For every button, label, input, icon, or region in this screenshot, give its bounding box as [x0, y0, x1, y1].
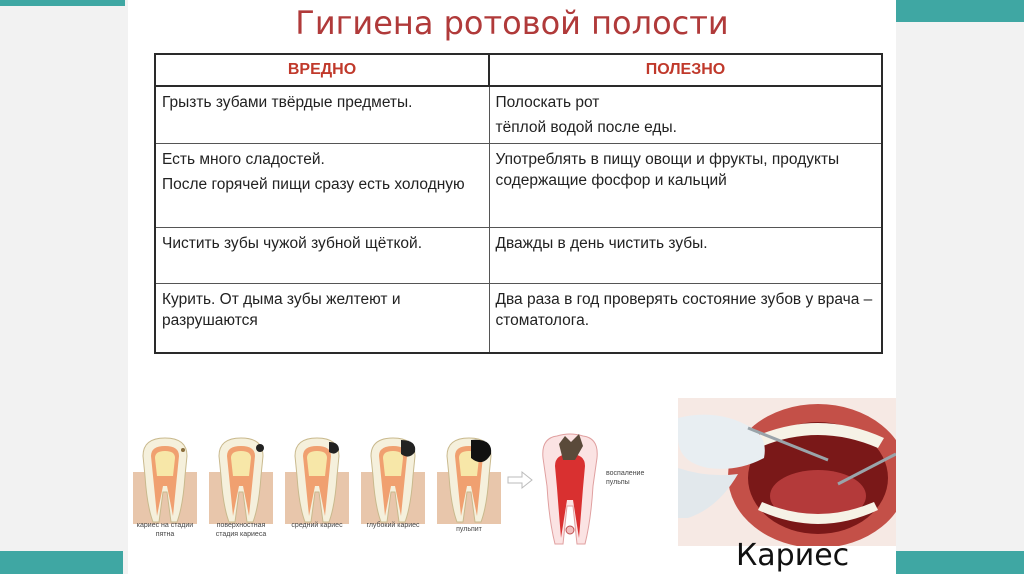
tooth-stage-surface-image: [209, 436, 273, 524]
cell-text: Два раза в год проверять состояние зубов у врача – стоматолога.: [495, 290, 873, 329]
harmful-cell: [155, 227, 489, 283]
cell-text: Дважды в день чистить зубы.: [495, 234, 708, 252]
slide-margin-right: [896, 0, 1024, 574]
header-useful: ПОЛЕЗНО: [489, 54, 882, 86]
table-row: [155, 143, 882, 227]
useful-cell: [489, 283, 882, 353]
stage-label: глубокий кариес: [366, 522, 420, 529]
table-row: [155, 283, 882, 353]
harmful-cell: [155, 143, 489, 227]
useful-cell: [489, 143, 882, 227]
stage-label: средний кариес: [291, 522, 343, 529]
pulp-inflammation-label: воспаление пульпы: [606, 470, 645, 486]
harmful-cell: [155, 283, 489, 353]
cell-text: Есть много сладостей.: [162, 150, 325, 168]
cell-text: Употреблять в пищу овощи и фрукты, продукты содержащие фосфор и кальций: [495, 150, 840, 189]
hygiene-table: [154, 53, 883, 354]
stage-label: кариес на стадии пятна: [136, 522, 194, 538]
useful-cell: [489, 86, 882, 143]
accent-bar-bottom-right: [896, 551, 1024, 574]
useful-cell: [489, 227, 882, 283]
tooth-stage-spot-image: [133, 436, 197, 524]
caption-caries: Кариес: [736, 538, 850, 573]
accent-bar-top-left: [0, 0, 125, 6]
harmful-cell: [155, 86, 489, 143]
slide-margin-left: [0, 0, 128, 574]
cell-text: тёплой водой после еды.: [495, 118, 677, 136]
cell-text: Грызть зубами твёрдые предметы.: [162, 94, 413, 111]
tooth-stage-deep-image: [361, 436, 425, 524]
cell-text: Полоскать рот: [495, 94, 600, 111]
cell-text: После горячей пищи сразу есть холодную: [162, 175, 465, 193]
slide-title: Гигиена ротовой полости: [295, 4, 729, 42]
tooth-stage-middle-image: [285, 436, 349, 524]
header-harmful: ВРЕДНО: [155, 54, 489, 86]
table-row: [155, 227, 882, 283]
stage-label: поверхностная стадия кариеса: [215, 522, 267, 538]
dental-exam-photo: [678, 398, 896, 546]
accent-bar-bottom-left: [0, 551, 123, 574]
tooth-stage-pulpitis-image: [437, 436, 501, 524]
pulpitis-tooth-image: [535, 430, 605, 548]
table-row: [155, 86, 882, 143]
stage-label: пульпит: [456, 526, 482, 533]
cell-text: Чистить зубы чужой зубной щёткой.: [162, 234, 423, 252]
arrow-right-icon: [506, 470, 534, 490]
accent-bar-top-right: [896, 0, 1024, 22]
cell-text: Курить. От дыма зубы желтеют и разрушаются: [162, 290, 401, 329]
